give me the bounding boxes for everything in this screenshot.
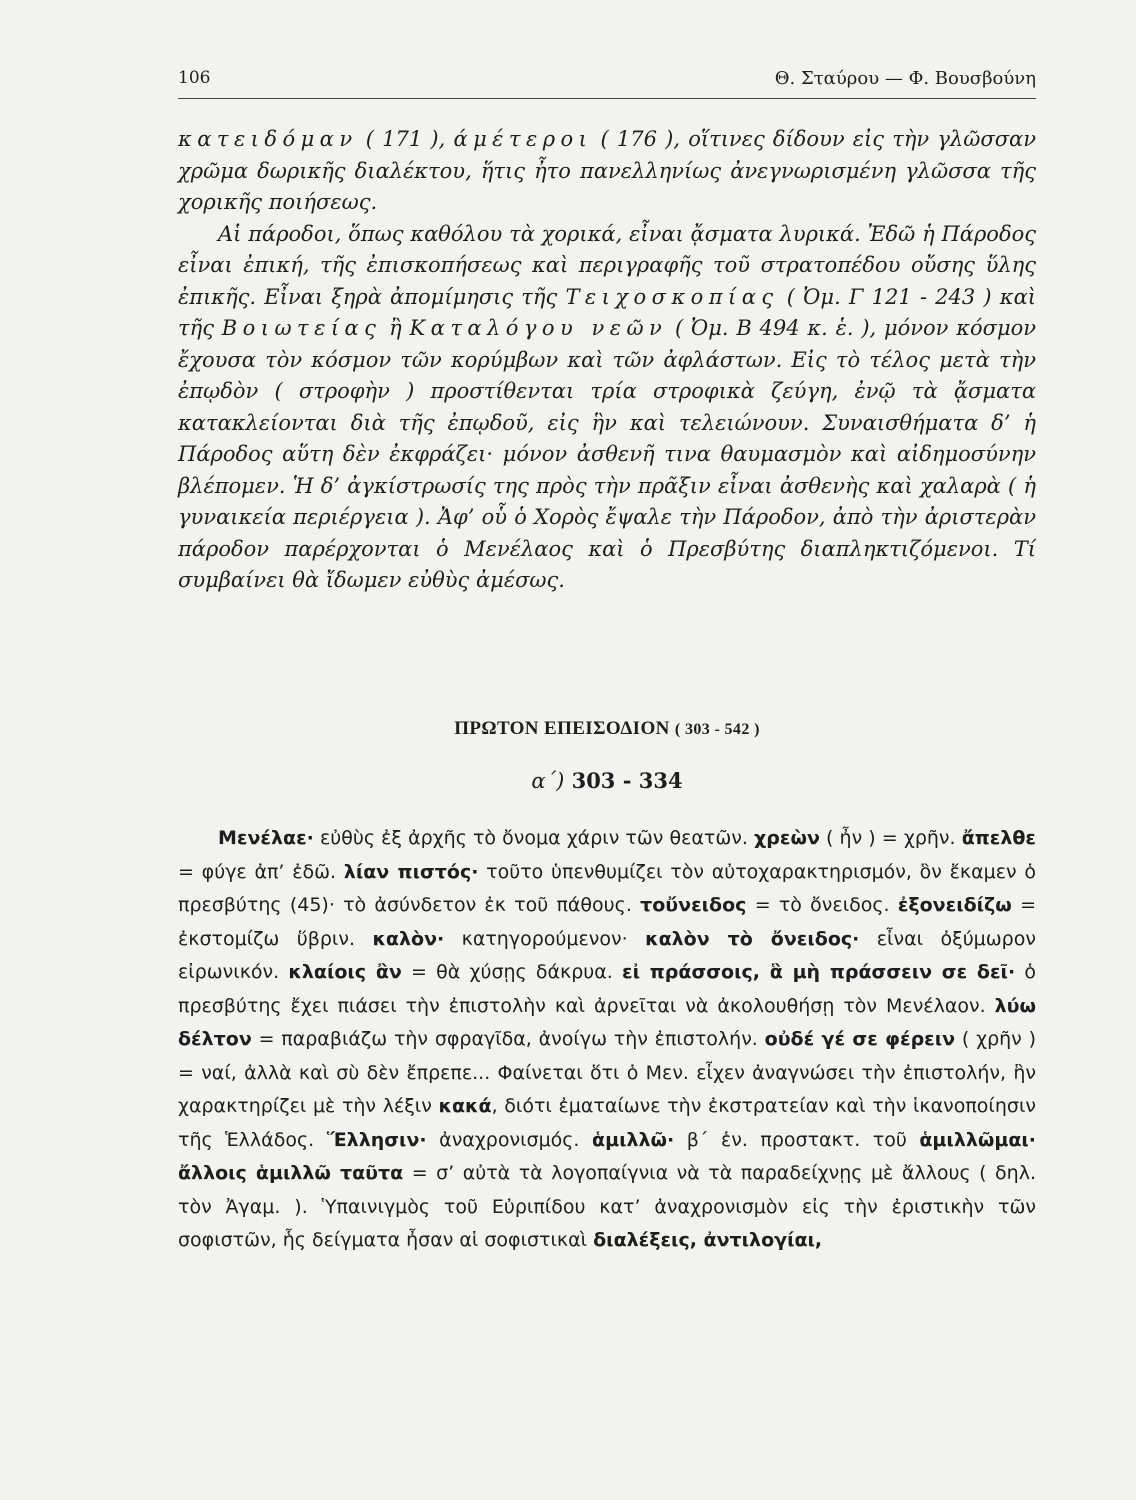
lemma: χρεὼν bbox=[754, 827, 820, 849]
lemma: οὐδέ γέ σε φέρειν bbox=[764, 1028, 956, 1050]
lemma: τοὔνειδος bbox=[640, 894, 747, 916]
gloss: τοῦτο ὑπενθυμίζει τὸν αὐτοχαρακτηρισμόν, ὃν ἔκαμεν ὁ πρεσβύτης (45)· τὸ ἀσύνδετον ἐκ τοῦ πάθους. bbox=[178, 860, 1036, 916]
subsection-letter: α΄) bbox=[531, 769, 565, 793]
gloss: = τὸ ὄνειδος. bbox=[746, 894, 898, 916]
gloss: ἀναχρονισμός. bbox=[426, 1128, 593, 1151]
quoted-word: Καταλόγου νεῶν bbox=[409, 316, 668, 340]
subsection-heading bbox=[178, 768, 1036, 793]
page-header bbox=[178, 58, 1036, 99]
gloss: κατηγορούμενον· bbox=[444, 927, 646, 950]
paragraph-text: ( Ὀμ. Β 494 κ. ἑ. ), μόνον κόσμον ἔχουσα τὸν κόσμον τῶν κορύμβων καὶ τῶν ἀφλάστων. Εἰς τὸ τέλος μετὰ τὴν ἐπῳδὸν ( στροφὴν ) προστίθενται τρία στροφικὰ ζεύγη, ἐνῷ τὰ ᾄσματα κατακλείονται διὰ τῆς ἐπῳδοῦ, εἰς ἣν καὶ τελειώνουν. Συναισθήματα δ’ ἡ Πάροδος αὕτη δὲν ἐκφράζει· μόνον ἀσθενῆ τινα θαυμασμὸν καὶ αἰδημοσύνην βλέπομεν. Ἡ δ’ ἀγκίστρωσίς της πρὸς τὴν πρᾶξιν εἶναι ἀσθενὴς καὶ χαλαρὰ ( ἡ γυναικεία περιέργεια ). Ἀφ’ οὗ ὁ Χορὸς ἔψαλε τὴν Πάροδον, ἀπὸ τὴν ἀριστερὰν πάροδον παρέρχονται ὁ Μενέλαος καὶ ὁ Πρεσβύτης διαπληκτιζόμενοι. Τί συμβαίνει θὰ ἴδωμεν εὐθὺς ἀμέσως. bbox=[178, 316, 1037, 592]
paragraph-text: Αἱ πάροδοι, ὅπως καθόλου τὰ χορικά, εἶναι ᾄσματα λυρικά. Ἐδῶ ἡ Πάροδος εἶναι ἐπική, τῆς ἐπισκοπήσεως καὶ περιγραφῆς τοῦ στρατοπέδου οὔσης ὕλης ἐπικῆς. Εἶναι ξηρὰ ἀπομίμησις τῆς bbox=[178, 221, 1036, 309]
quoted-word: κατειδόμαν bbox=[178, 127, 358, 151]
page-number: 106 bbox=[178, 68, 211, 88]
quoted-word: Τειχοσκοπίας bbox=[565, 284, 779, 309]
lemma: Ἕλλησιν· bbox=[326, 1128, 427, 1151]
gloss: εὐθὺς ἐξ ἀρχῆς τὸ ὄνομα χάριν τῶν θεατῶν. bbox=[313, 827, 755, 849]
lemma: ἐξονειδίζω bbox=[897, 894, 1012, 916]
lemma: εἰ πράσσοις, ἃ μὴ πράσσειν σε δεῖ· bbox=[622, 961, 1016, 983]
lemma: ἄπελθε bbox=[961, 827, 1036, 849]
quoted-word: άμέτεροι bbox=[453, 127, 593, 151]
gloss: = φύγε ἀπ’ ἐδῶ. bbox=[178, 860, 344, 883]
lemma: διαλέξεις, ἀντιλογίαι, bbox=[593, 1229, 823, 1251]
gloss: ( ἦν ) = χρῆν. bbox=[819, 827, 962, 849]
prose-text bbox=[178, 124, 1036, 597]
paragraph-text: ( 171 ), bbox=[357, 127, 454, 151]
gloss: = ἐκστομίζω ὕβριν. bbox=[178, 894, 1036, 950]
lemma: κλαίοις ἂν bbox=[288, 961, 402, 983]
gloss: β΄ ἑν. προστακτ. τοῦ bbox=[674, 1128, 920, 1151]
lemma: κακά bbox=[438, 1095, 492, 1117]
gloss: = θὰ χύσῃς δάκρυα. bbox=[401, 961, 623, 983]
lemma: καλὸν· bbox=[372, 927, 445, 950]
lemma: λύω δέλτον bbox=[178, 994, 1036, 1050]
lemma: Μενέλαε· bbox=[218, 827, 314, 849]
running-head: Θ. Σταύρου — Φ. Βουσβούνη bbox=[774, 68, 1036, 89]
gloss: = σ’ αὐτὰ τὰ λογοπαίγνια νὰ τὰ παραδείχνῃς μὲ ἄλλους ( δηλ. τὸν Ἀγαμ. ). Ὑπαινιγμὸς τοῦ Εὐριπίδου κατ’ ἀναχρονισμὸν εἰς τὴν ἐριστικὴν τῶν σοφιστῶν, ἧς δείγματα ἦσαν αἱ σοφιστικαὶ bbox=[178, 1162, 1036, 1251]
lemma: λίαν πιστός· bbox=[343, 860, 479, 883]
gloss: ( χρῆν ) = ναί, ἀλλὰ καὶ σὺ δὲν ἔπρεπε... Φαίνεται ὅτι ὁ Μεν. εἶχεν ἀναγνώσει τὴν ἐπιστολήν, ἣν χαρακτηρίζει μὲ τὴν λέξιν bbox=[178, 1028, 1036, 1117]
quoted-word: Βοιωτείας bbox=[221, 316, 382, 340]
section-title: ΠΡΩΤΟΝ ΕΠΕΙΣΟΔΙΟΝ bbox=[454, 718, 670, 739]
lemma: καλὸν τὸ ὄνειδος· bbox=[645, 927, 860, 950]
section-heading bbox=[178, 718, 1036, 740]
lemma: ἁμιλλῶμαι· ἄλλοις ἁμιλλῶ ταῦτα bbox=[178, 1128, 1037, 1184]
section-lines: ( 303 - 542 ) bbox=[674, 721, 760, 738]
paragraph-text: ( Ὀμ. Γ 121 - 243 ) καὶ τῆς bbox=[178, 284, 1036, 340]
paragraph-text: ἢ bbox=[381, 316, 410, 340]
paragraph-text: ( 176 ), οἵτινες δίδουν εἰς τὴν γλῶσσαν χρῶμα δωρικῆς διαλέκτου, ἥτις ἦτο πανελληνίως ἀνεγνωρισμένη γλῶσσα τῆς χορικῆς ποιήσεως. bbox=[178, 127, 1036, 214]
gloss: , διότι ἐματαίωνε τὴν ἐκστρατείαν καὶ τὴν ἱκανοποίησιν τῆς Ἑλλάδος. bbox=[178, 1095, 1036, 1151]
paragraph bbox=[178, 124, 1036, 219]
gloss: ὁ πρεσβύτης ἔχει πιάσει τὴν ἐπιστολὴν καὶ ἀρνεῖται νὰ ἀκολουθήσῃ τὸν Μενέλαον. bbox=[178, 961, 1036, 1017]
subsection-lines: 303 - 334 bbox=[571, 768, 683, 793]
gloss: = παραβιάζω τὴν σφραγῖδα, ἀνοίγω τὴν ἐπιστολήν. bbox=[251, 1028, 765, 1050]
lemma: ἁμιλλῶ· bbox=[592, 1128, 675, 1151]
paragraph bbox=[178, 219, 1036, 597]
commentary bbox=[178, 822, 1036, 1258]
gloss: εἶναι ὀξύμωρον εἰρωνικόν. bbox=[178, 927, 1036, 983]
commentary-paragraph bbox=[178, 822, 1036, 1258]
